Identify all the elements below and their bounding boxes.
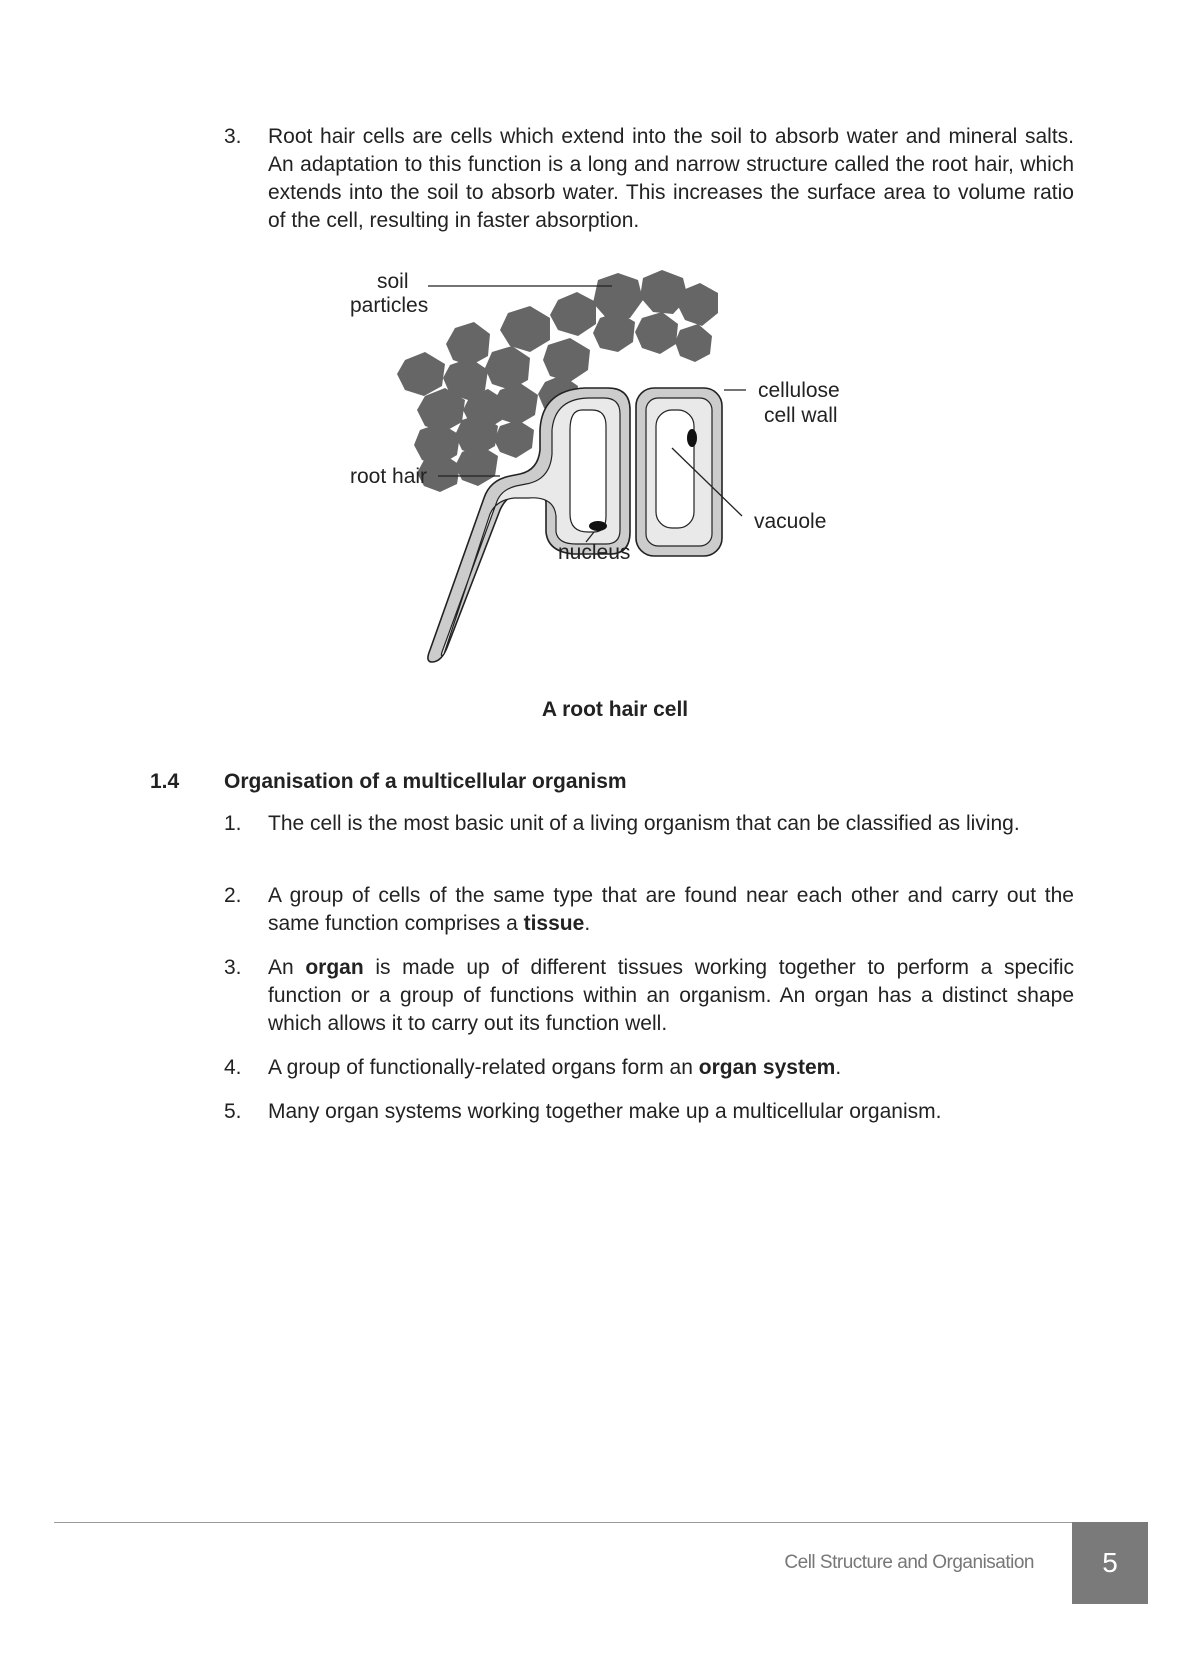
section-number: 1.4 bbox=[150, 770, 180, 793]
list-item-4 bbox=[268, 1054, 1074, 1082]
label-root-hair: root hair bbox=[350, 465, 428, 488]
list-number: 5. bbox=[224, 1100, 242, 1123]
item-text: An bbox=[268, 956, 306, 979]
vacuole-left bbox=[570, 410, 606, 532]
item-text: . bbox=[835, 1056, 842, 1079]
paragraph-root-hair: Root hair cells are cells which extend into the soil to absorb water and mineral salts. An adaptation to this function is a long and narrow structure called the root hair, which extends into the soil to absorb water. This increases the surface area to volume ratio of the cell, resulting in faster absorption. bbox=[268, 125, 1074, 232]
list-item-1 bbox=[268, 810, 1074, 838]
item-text: The cell is the most basic unit of a living organism that can be classified as living. bbox=[268, 812, 1020, 835]
item-text: A group of functionally-related organs form an bbox=[268, 1056, 699, 1079]
label-soil: soil bbox=[377, 270, 409, 293]
section-title: Organisation of a multicellular organism bbox=[224, 770, 627, 793]
item-text: A group of cells of the same type that are found near each other and carry out the same function comprises a bbox=[268, 884, 1074, 935]
term-organ-system: organ system bbox=[698, 1056, 836, 1079]
list-number: 3. bbox=[224, 956, 242, 979]
vacuole-right bbox=[656, 410, 694, 528]
label-cellulose: cellulose bbox=[758, 379, 840, 402]
list-item-2 bbox=[268, 882, 1074, 938]
nucleus-right bbox=[687, 429, 697, 447]
page-number: 5 bbox=[1072, 1522, 1148, 1604]
term-tissue: tissue bbox=[523, 912, 585, 935]
footer-chapter-title: Cell Structure and Organisation bbox=[784, 1552, 1034, 1573]
list-number: 3. bbox=[224, 125, 242, 148]
label-particles: particles bbox=[350, 294, 429, 317]
diagram-svg bbox=[350, 270, 870, 690]
list-item-5 bbox=[268, 1098, 1074, 1126]
item-text: . bbox=[584, 912, 591, 935]
list-number: 4. bbox=[224, 1056, 242, 1079]
list-item-3 bbox=[268, 954, 1074, 1038]
term-organ: organ bbox=[305, 956, 364, 979]
figure-caption: A root hair cell bbox=[541, 698, 689, 721]
footer-rule bbox=[54, 1522, 1072, 1523]
root-hair-cell-diagram bbox=[350, 270, 870, 690]
label-cell-wall: cell wall bbox=[764, 404, 838, 427]
label-nucleus: nucleus bbox=[558, 541, 631, 564]
list-number: 1. bbox=[224, 812, 242, 835]
nucleus-left bbox=[589, 521, 607, 531]
item-text: is made up of different tissues working together to perform a specific function or a group of functions within an organism. An organ has a distinct shape which allows it to carry out its function well. bbox=[268, 956, 1074, 1035]
list-number: 2. bbox=[224, 884, 242, 907]
label-vacuole: vacuole bbox=[754, 510, 827, 533]
item-text: Many organ systems working together make up a multicellular organism. bbox=[268, 1100, 942, 1123]
